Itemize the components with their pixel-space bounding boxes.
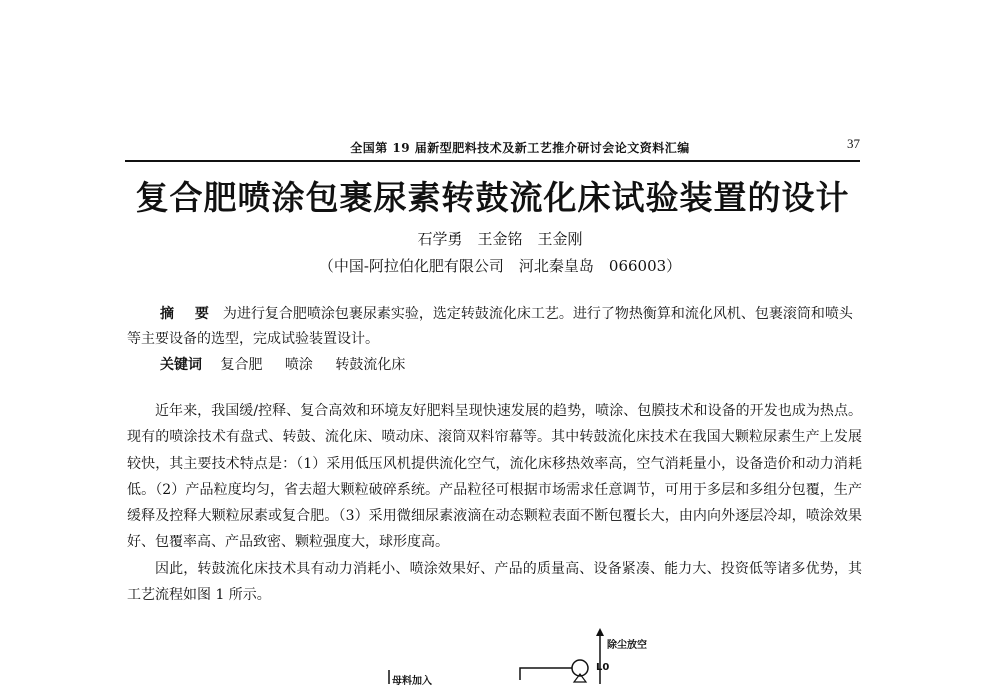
body-text bbox=[127, 398, 862, 608]
keyword: 喷涂 bbox=[284, 357, 313, 373]
label-tag: L0 bbox=[596, 662, 610, 673]
affiliation: （中国-阿拉伯化肥有限公司 河北秦皇岛 066003） bbox=[318, 257, 682, 275]
keyword: 复合肥 bbox=[220, 357, 263, 373]
authors: 石学勇 王金铭 王金刚 bbox=[417, 230, 583, 248]
paper-title: 复合肥喷涂包裹尿素转鼓流化床试验装置的设计 bbox=[135, 178, 850, 217]
process-flow-figure bbox=[380, 628, 680, 687]
label-feed: 母料加入 bbox=[392, 676, 432, 687]
arrow-up-icon bbox=[596, 628, 604, 636]
duct-line bbox=[520, 668, 572, 680]
abstract-text: 为进行复合肥喷涂包裹尿素实验，选定转鼓流化床工艺。进行了物热衡算和流化风机、包裹滚筒和喷头等主要设备的选型，完成试验装置设计。 bbox=[127, 306, 853, 347]
journal-name: 全国第 19 届新型肥料技术及新工艺推介研讨会论文资料汇编 bbox=[350, 141, 690, 155]
page-number: 37 bbox=[847, 136, 860, 151]
abstract-label: 摘 要 bbox=[160, 306, 217, 322]
label-dust-vent: 除尘放空 bbox=[607, 640, 647, 651]
keyword: 转鼓流化床 bbox=[335, 357, 406, 373]
paragraph: 近年来，我国缓/控释、复合高效和环境友好肥料呈现快速发展的趋势，喷涂、包膜技术和设备的开发也成为热点。现有的喷涂技术有盘式、转鼓、流化床、喷动床、滚筒双料帘幕等。其中转鼓流化床技术在我国大颗粒尿素生产上发展较快，其主要技术特点是：（1）采用低压风机提供流化空气，流化床移热效率高，空气消耗量小，设备造价和动力消耗低。（2）产品粒度均匀，省去超大颗粒破碎系统。产品粒径可根据市场需求任意调节，可用于多层和多组分包覆，生产缓释及控释大颗粒尿素或复合肥。（3）采用微细尿素液滴在动态颗粒表面不断包覆长大，由内向外逐层冷却，喷涂效果好、包覆率高、产品致密、颗粒强度大，球形度高。 bbox=[127, 403, 862, 551]
abstract bbox=[127, 302, 862, 352]
keywords bbox=[160, 354, 860, 374]
running-header bbox=[125, 136, 860, 162]
paragraph: 因此，转鼓流化床技术具有动力消耗小、喷涂效果好、产品的质量高、设备紧凑、能力大、投资低等诸多优势，其工艺流程如图 1 所示。 bbox=[127, 560, 862, 604]
keywords-label: 关键词 bbox=[160, 357, 202, 373]
